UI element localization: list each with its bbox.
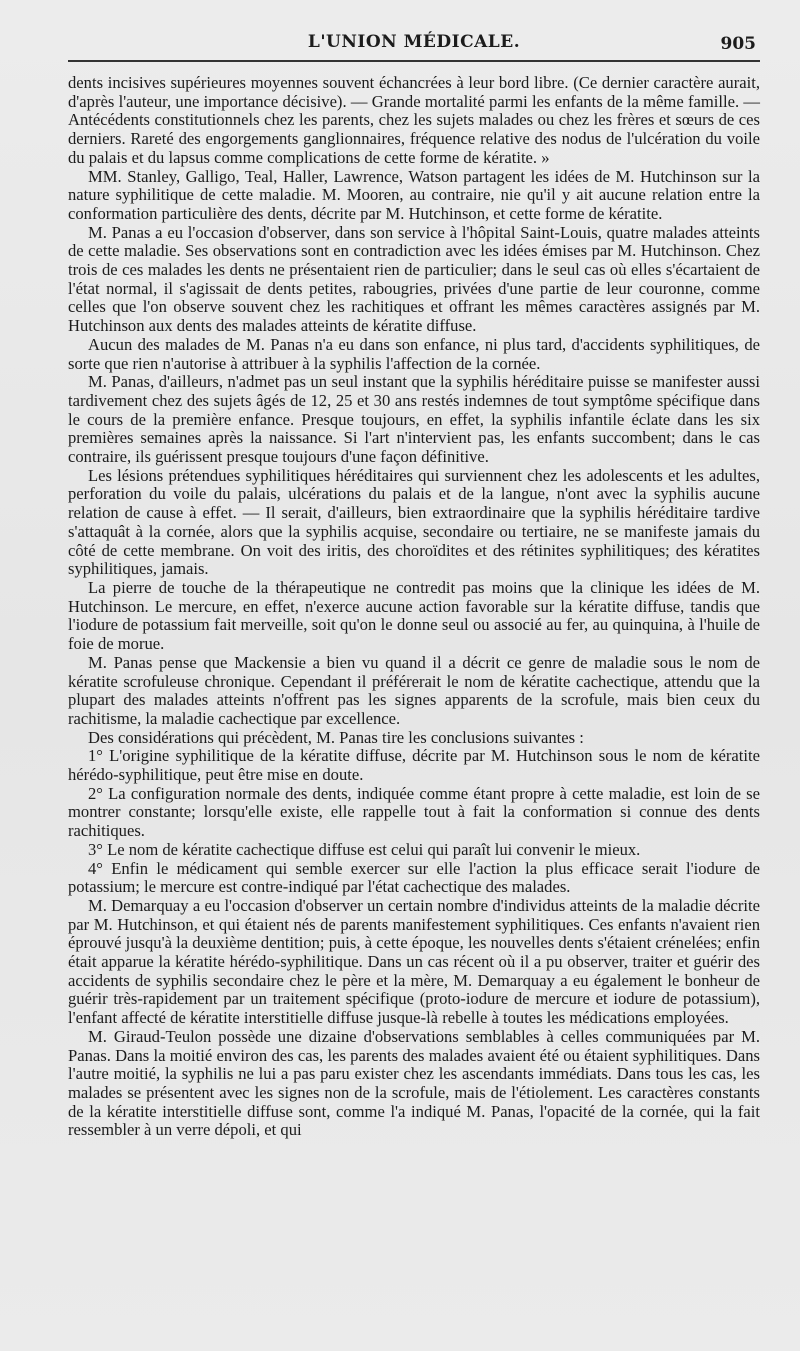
- paragraph-2: MM. Stanley, Galligo, Teal, Haller, Lawrence, Watson partagent les idées de M. Hutchinson sur la nature syphilitique de cette maladie. M. Mooren, au contraire, nie qu'il y ait aucune relation entre la conformation particulière des dents, décrite par M. Hutchinson, et cette forme de kératite.: [68, 166, 760, 223]
- conclusion-4: 4° Enfin le médicament qui semble exercer sur elle l'action la plus efficace serait l'iodure de potassium; le mercure est contre-indiqué par l'état cachectique des malades.: [68, 858, 760, 897]
- conclusion-3: 3° Le nom de kératite cachectique diffuse est celui qui paraît lui convenir le mieux.: [88, 839, 641, 859]
- paragraph-6: Les lésions prétendues syphilitiques héréditaires qui surviennent chez les adolescents et les adultes, perforation du voile du palais, ulcérations du palais et de la langue, n'ont avec la syphilis aucune relation de cause à effet. — Il serait, d'ailleurs, bien extraordinaire que la syphilis héréditaire tardive s'attaquât à la cornée, alors que la syphilis acquise, secondaire ou tertiaire, ne se manifeste jamais du côté de cette membrane. On voit des iritis, des choroïdites et des rétinites syphilitiques; des kératites syphilitiques, jamais.: [68, 465, 760, 579]
- article-body: [68, 62, 760, 1140]
- running-title: L'UNION MÉDICALE.: [307, 32, 521, 52]
- page-number: 905: [720, 34, 756, 54]
- paragraph-giraud-teulon: M. Giraud-Teulon possède une dizaine d'observations semblables à celles communiquées par M. Panas. Dans la moitié environ des cas, les parents des malades avaient été ou étaient syphilitiques. Dans l'autre moitié, la syphilis ne lui a pas paru exister chez les ascendants immédiats. Dans tous les cas, les malades se présentent avec les signes non de la scrofule, mais de l'étiolement. Les caractères constants de la kératite interstitielle diffuse sont, comme l'a indiqué M. Panas, l'opacité de la cornée, qui la fait ressembler à un verre dépoli, et qui: [68, 1026, 760, 1140]
- paragraph-1: dents incisives supérieures moyennes souvent échancrées à leur bord libre. (Ce dernier caractère aurait, d'après l'auteur, une importance décisive). — Grande mortalité parmi les enfants de la même famille. — Antécédents constitutionnels chez les parents, chez les sujets malades ou chez les frères et sœurs de ces derniers. Rareté des engorgements ganglionnaires, fréquence relative des nodus de l'ulcération du voile du palais et du lapsus comme complications de cette forme de kératite. »: [68, 73, 760, 167]
- paragraph-3: M. Panas a eu l'occasion d'observer, dans son service à l'hôpital Saint-Louis, quatre malades atteints de cette maladie. Ses observations sont en contradiction avec les idées émises par M. Hutchinson. Chez trois de ces malades les dents ne présentaient rien de particulier; dans le seul cas où elles s'écartaient de l'état normal, il s'agissait de dents petites, rabougries, privées d'une partie de leur couronne, comme celles que l'on observe souvent chez les rachitiques et offrant les mêmes caractères assignés par M. Hutchinson aux dents des malades atteints de kératite diffuse.: [68, 222, 760, 336]
- paragraph-demarquay: M. Demarquay a eu l'occasion d'observer un certain nombre d'individus atteints de la maladie décrite par M. Hutchinson, et qui étaient nés de parents manifestement syphilitiques. Ces enfants n'avaient rien éprouvé jusqu'à la deuxième dentition; puis, à cette époque, les nouvelles dents s'étaient crénelées; enfin était apparue la kératite hérédo-syphilitique. Dans un cas récent où il a pu observer, traiter et guérir des accidents de syphilis secondaire chez le père et la mère, M. Demarquay a eu également le bonheur de guérir très-rapidement par un traitement spécifique (proto-iodure de mercure et iodure de potassium), l'enfant affecté de kératite interstitielle diffuse jusque-là rebelle à toutes les médications employées.: [68, 895, 760, 1028]
- conclusion-2: 2° La configuration normale des dents, indiquée comme étant propre à cette maladie, est loin de se montrer constante; lorsqu'elle existe, elle rappelle tout à fait la conformation si connue des dents rachitiques.: [68, 783, 760, 841]
- paragraph-9: Des considérations qui précèdent, M. Panas tire les conclusions suivantes :: [88, 727, 584, 747]
- paragraph-4: Aucun des malades de M. Panas n'a eu dans son enfance, ni plus tard, d'accidents syphilitiques, de sorte que rien n'autorise à attribuer à la syphilis l'affection de la cornée.: [68, 334, 760, 373]
- page-header: [68, 0, 760, 62]
- conclusion-1: 1° L'origine syphilitique de la kératite diffuse, décrite par M. Hutchinson sous le nom de kératite hérédo-syphilitique, peut être mise en doute.: [68, 746, 760, 785]
- paragraph-8: M. Panas pense que Mackensie a bien vu quand il a décrit ce genre de maladie sous le nom de kératite scrofuleuse chronique. Cependant il préférerait le nom de kératite cachectique, attendu que la plupart des malades atteints n'offrent pas les signes apparents de la scrofule, mais bien ceux du rachitisme, la maladie cachectique par excellence.: [68, 652, 760, 728]
- paragraph-7: La pierre de touche de la thérapeutique ne contredit pas moins que la clinique les idées de M. Hutchinson. Le mercure, en effet, n'exerce aucune action favorable sur la kératite diffuse, tandis que l'iodure de potassium fait merveille, soit qu'on le donne seul ou associé au fer, au quinquina, à l'huile de foie de morue.: [68, 577, 760, 654]
- header-rule: [68, 60, 760, 62]
- paragraph-5: M. Panas, d'ailleurs, n'admet pas un seul instant que la syphilis héréditaire puisse se manifester aussi tardivement chez des sujets âgés de 12, 25 et 30 ans restés indemnes de tout symptôme spécifique dans le cours de la première enfance. Presque toujours, en effet, la syphilis infantile éclate dans les six premières semaines après la naissance. Si l'art n'intervient pas, les enfants succombent; dans le cas contraire, ils guérissent presque toujours d'une façon définitive.: [68, 372, 760, 467]
